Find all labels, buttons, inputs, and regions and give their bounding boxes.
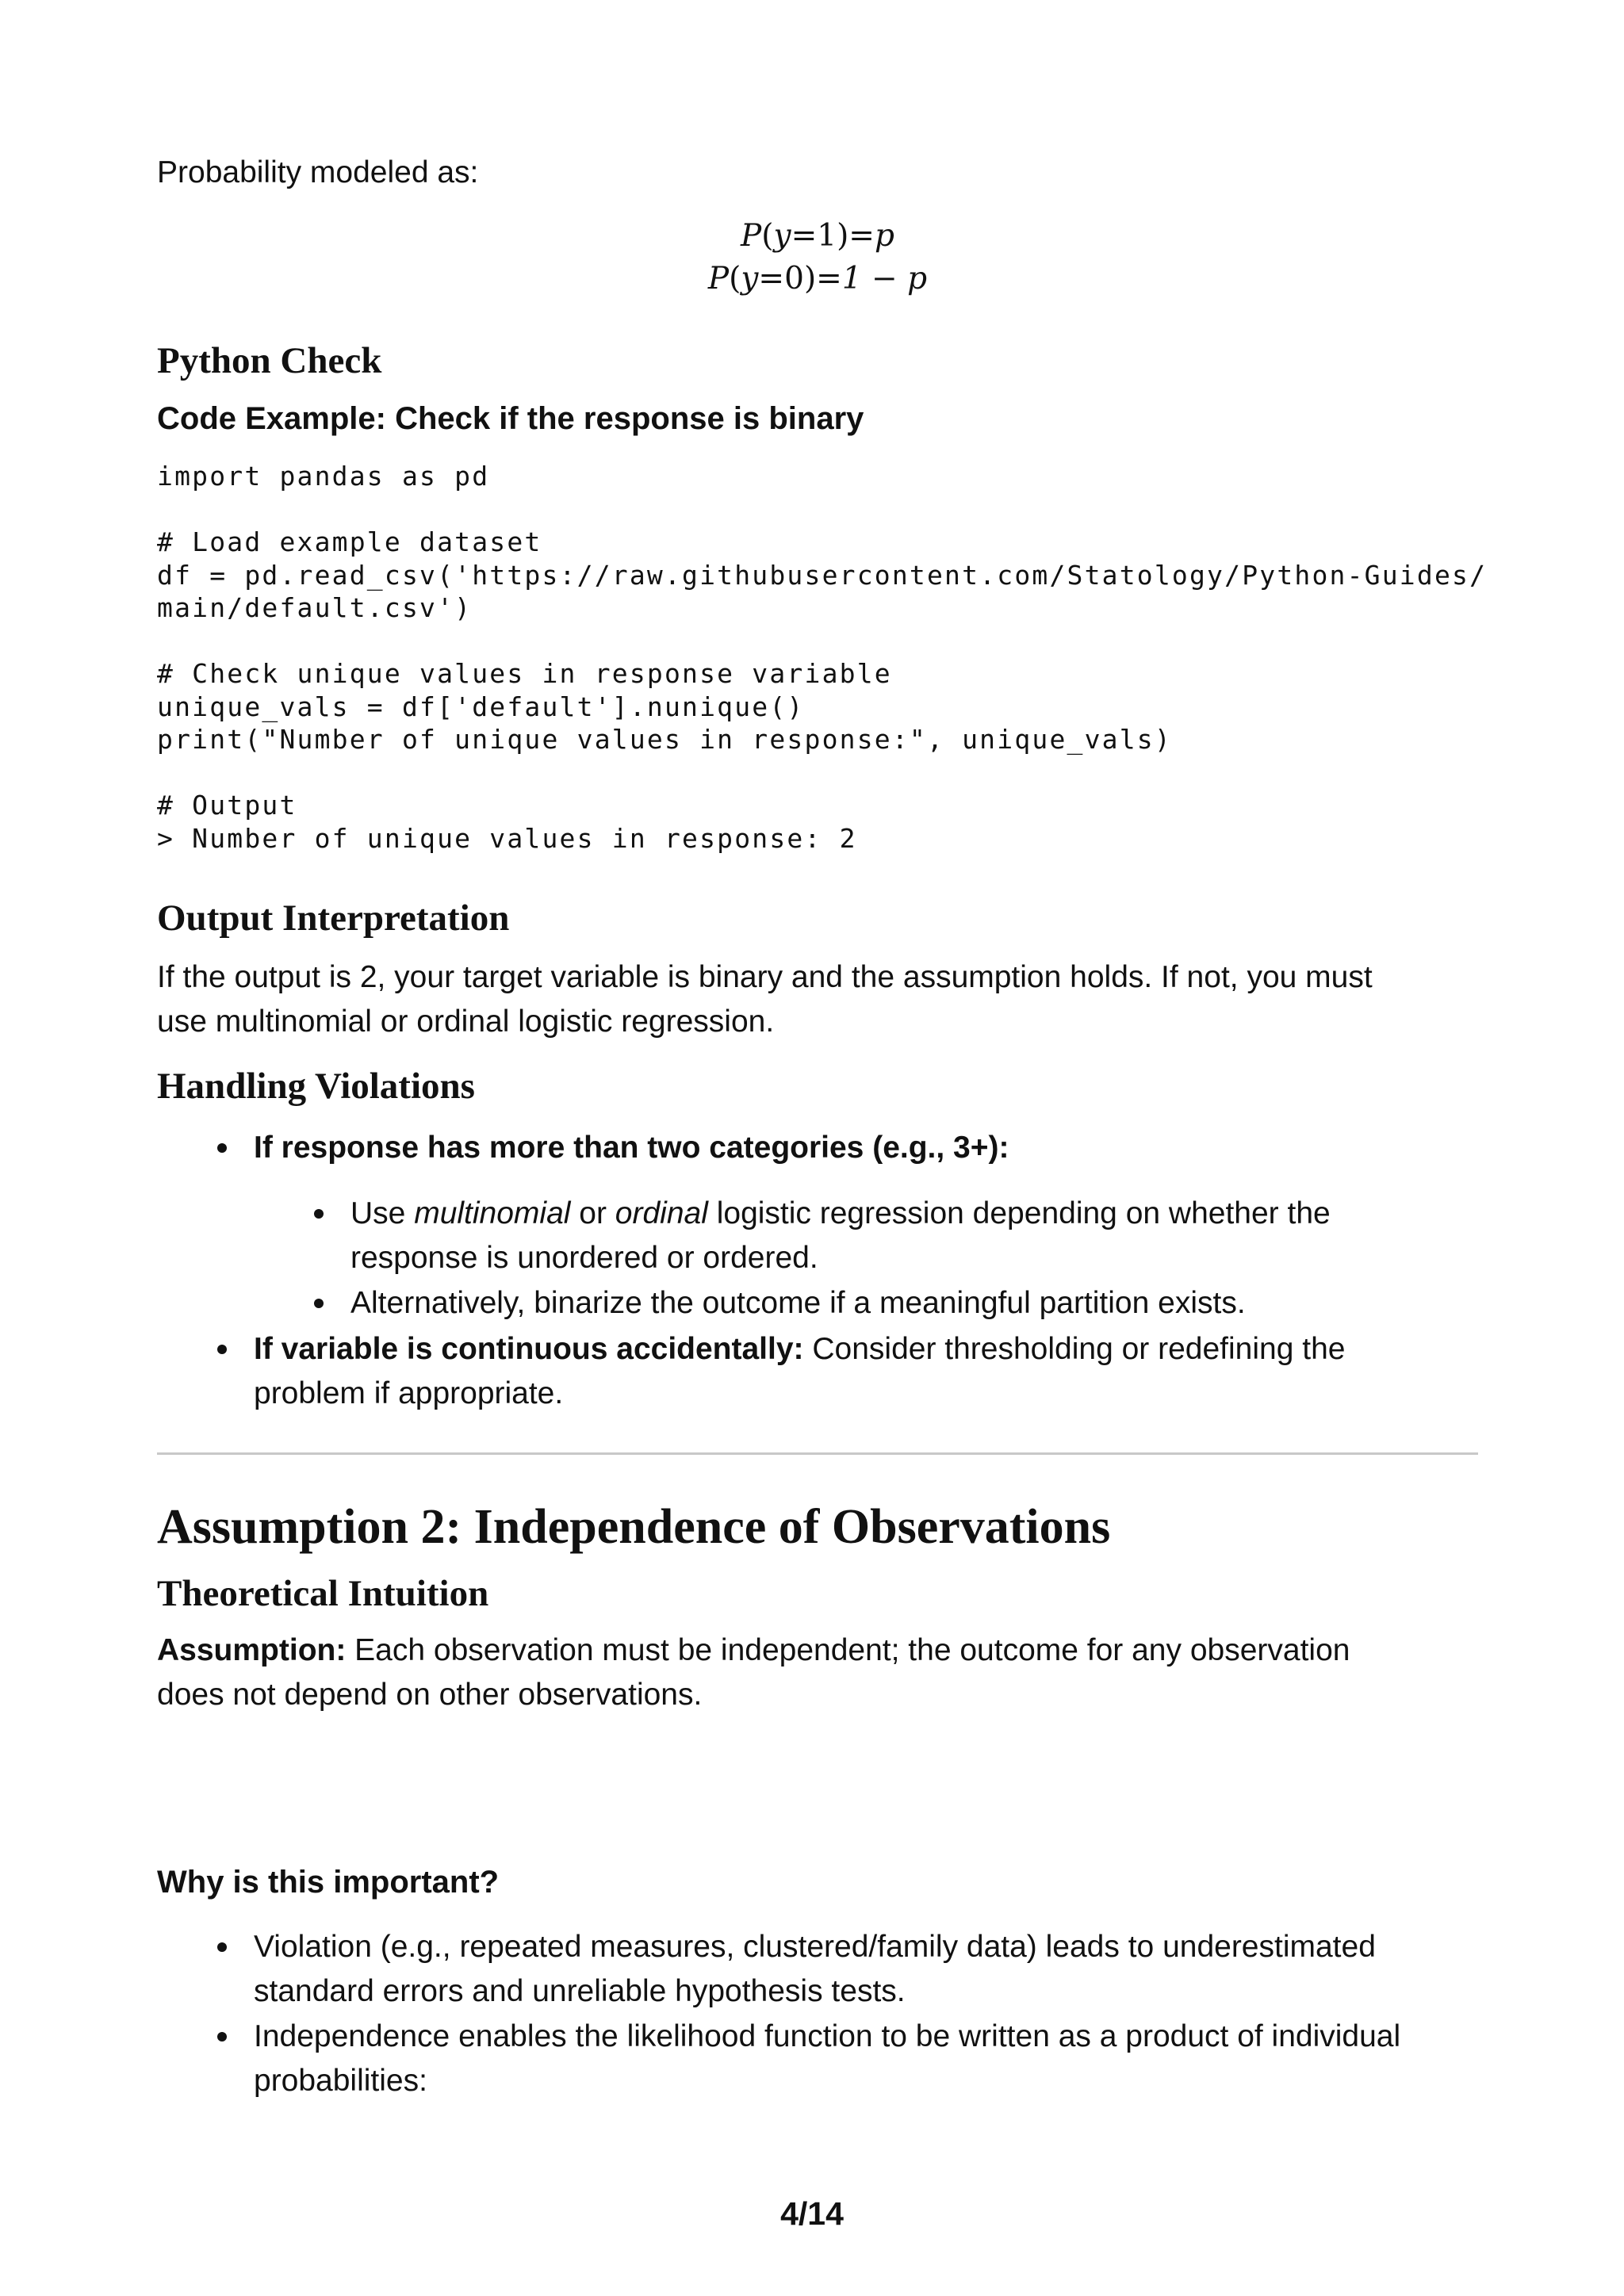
- list-item-continuation: response is unordered or ordered.: [350, 1241, 818, 1275]
- bullet-icon: [217, 1345, 227, 1354]
- eq-var: y: [773, 218, 791, 254]
- bullet-icon: [217, 1143, 227, 1153]
- eq-value: 0: [784, 261, 804, 297]
- item-bold-label: If response has more than two categories (e.g., 3+):: [254, 1131, 1009, 1165]
- bullet-icon: [314, 1299, 324, 1308]
- bullet-icon: [217, 1942, 227, 1952]
- output-interpretation-line2: use multinomial or ordinal logistic regression.: [157, 1004, 775, 1039]
- why-important-heading: Why is this important?: [157, 1865, 500, 1900]
- item-bold-label: If variable is continuous accidentally:: [254, 1332, 804, 1366]
- list-item-continuation: problem if appropriate.: [254, 1376, 564, 1410]
- assumption-label: Assumption:: [157, 1633, 347, 1667]
- multinomial-term: multinomial: [414, 1196, 571, 1230]
- text-span: Use: [350, 1196, 415, 1230]
- page-number: 4/14: [780, 2195, 844, 2232]
- code-block: import pandas as pd # Load example dataset df = pd.read_csv('https://raw.githubusercontent.com/Statology/Python-Guides/ main/default.csv') # Check unique values in response variable unique_vals = df['default'].nunique() print("Number of unique values in response:", unique_vals) # Output > Number of unique values in response: 2: [157, 461, 1488, 854]
- eq-symbol: P: [741, 218, 762, 254]
- intro-text: Probability modeled as:: [157, 155, 479, 189]
- equation-p-y-0: P(y=0)=1 − p: [707, 261, 928, 297]
- python-check-heading: Python Check: [157, 340, 382, 381]
- section-divider: [157, 1452, 1478, 1455]
- ordinal-term: ordinal: [615, 1196, 708, 1230]
- theoretical-intuition-heading: Theoretical Intuition: [157, 1573, 489, 1614]
- output-interpretation-heading: Output Interpretation: [157, 897, 510, 939]
- eq-symbol: P: [707, 261, 730, 297]
- output-interpretation-line1: If the output is 2, your target variable is binary and the assumption holds. If not, you must: [157, 960, 1373, 994]
- equation-p-y-1: P(y=1)=p: [741, 218, 894, 254]
- list-item: Violation (e.g., repeated measures, clustered/family data) leads to underestimated: [254, 1930, 1376, 1964]
- bullet-icon: [217, 2032, 227, 2042]
- eq-rhs: 1 − p: [841, 261, 928, 297]
- text-span: or: [570, 1196, 615, 1230]
- eq-value: 1: [817, 218, 837, 254]
- list-item: [350, 1192, 1331, 1236]
- list-item: Independence enables the likelihood function to be written as a product of individual: [254, 2019, 1401, 2053]
- list-item: [254, 1126, 1009, 1170]
- eq-var: y: [741, 261, 759, 297]
- text-span: Each observation must be independent; the outcome for any observation: [346, 1633, 1350, 1667]
- list-item-continuation: standard errors and unreliable hypothesis tests.: [254, 1974, 906, 2008]
- eq-sign: =: [791, 218, 818, 254]
- assumption-line2: does not depend on other observations.: [157, 1678, 703, 1712]
- list-item: [254, 1327, 1345, 1372]
- eq-sign: =: [758, 261, 785, 297]
- code-example-heading: Code Example: Check if the response is binary: [157, 401, 864, 436]
- list-item-continuation: probabilities:: [254, 2064, 427, 2098]
- assumption-line1: [157, 1628, 1478, 1673]
- list-item: Alternatively, binarize the outcome if a meaningful partition exists.: [350, 1286, 1246, 1320]
- bullet-icon: [314, 1209, 324, 1219]
- eq-rhs: p: [874, 218, 894, 254]
- text-span: logistic regression depending on whether the: [707, 1196, 1331, 1230]
- text-span: Consider thresholding or redefining the: [803, 1332, 1346, 1366]
- handling-violations-heading: Handling Violations: [157, 1066, 475, 1107]
- assumption2-heading: Assumption 2: Independence of Observations: [157, 1500, 1111, 1554]
